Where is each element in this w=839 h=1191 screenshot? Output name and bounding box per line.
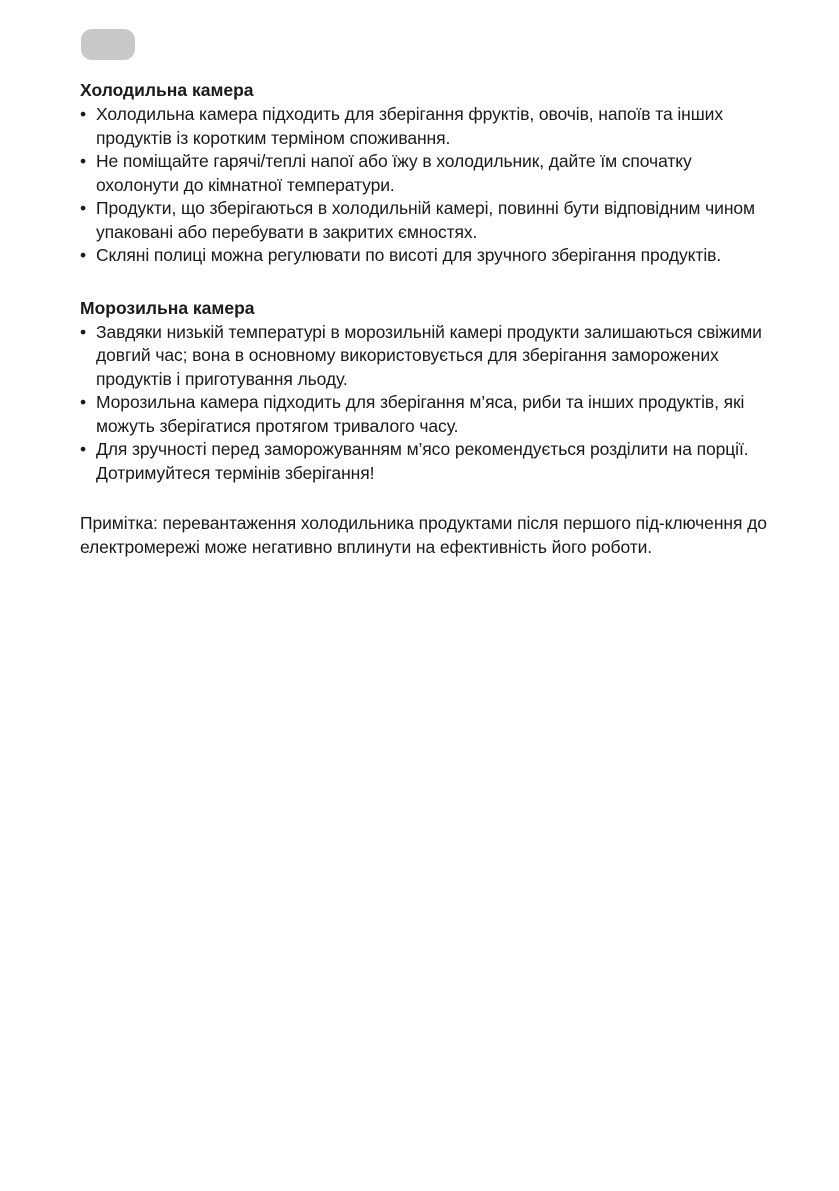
bullet-icon: • — [80, 321, 87, 342]
list-item — [80, 103, 770, 150]
section-spacer — [80, 268, 770, 296]
fridge-section-title: Холодильна камера — [80, 80, 254, 100]
list-item-text: Продукти, що зберігаються в холодильній камері, повинні бути відповідним чином упаковані або перебувати в закритих ємностях. — [96, 198, 755, 242]
bullet-icon: • — [80, 151, 87, 171]
bullet-icon: • — [80, 392, 87, 412]
document-body — [80, 78, 770, 559]
list-item-text: Завдяки низькій температурі в морозильній камері продукти залишаються свіжими довгий час; вона в основному використовується для зберігання заморожених продуктів і приготування льоду. — [96, 321, 762, 389]
list-item-text: Для зручності перед заморожуванням м’ясо рекомендується розділити на порції. Дотримуйтеся термінів зберігання! — [96, 439, 749, 483]
freezer-section-title: Морозильна камера — [80, 297, 255, 318]
page-tab-marker — [81, 29, 135, 60]
note-paragraph: Примітка: перевантаження холодильника продуктами після першого під-ключення до електромережі може негативно вплинути на ефективність його роботи. — [80, 513, 767, 557]
list-item — [80, 197, 770, 244]
list-item — [80, 244, 770, 268]
fridge-bullet-list — [80, 103, 770, 268]
list-item-text: Скляні полиці можна регулювати по висоті для зручного зберігання продуктів. — [96, 245, 722, 265]
section-spacer — [80, 485, 770, 511]
bullet-icon: • — [80, 439, 87, 459]
list-item — [80, 150, 770, 197]
list-item-text: Холодильна камера підходить для зберігання фруктів, овочів, напоїв та інших продуктів із коротким терміном споживання. — [96, 104, 723, 148]
bullet-icon: • — [80, 104, 87, 124]
list-item — [80, 438, 770, 485]
list-item — [80, 391, 770, 438]
freezer-bullet-list — [80, 321, 770, 486]
bullet-icon: • — [80, 245, 87, 265]
list-item — [80, 321, 770, 392]
bullet-icon: • — [80, 198, 87, 218]
list-item-text: Не поміщайте гарячі/теплі напої або їжу в холодильник, дайте їм спочатку охолонути до кімнатної температури. — [96, 151, 692, 195]
list-item-text: Морозильна камера підходить для зберігання м’яса, риби та інших продуктів, які можуть зберігатися протягом тривалого часу. — [96, 392, 745, 436]
